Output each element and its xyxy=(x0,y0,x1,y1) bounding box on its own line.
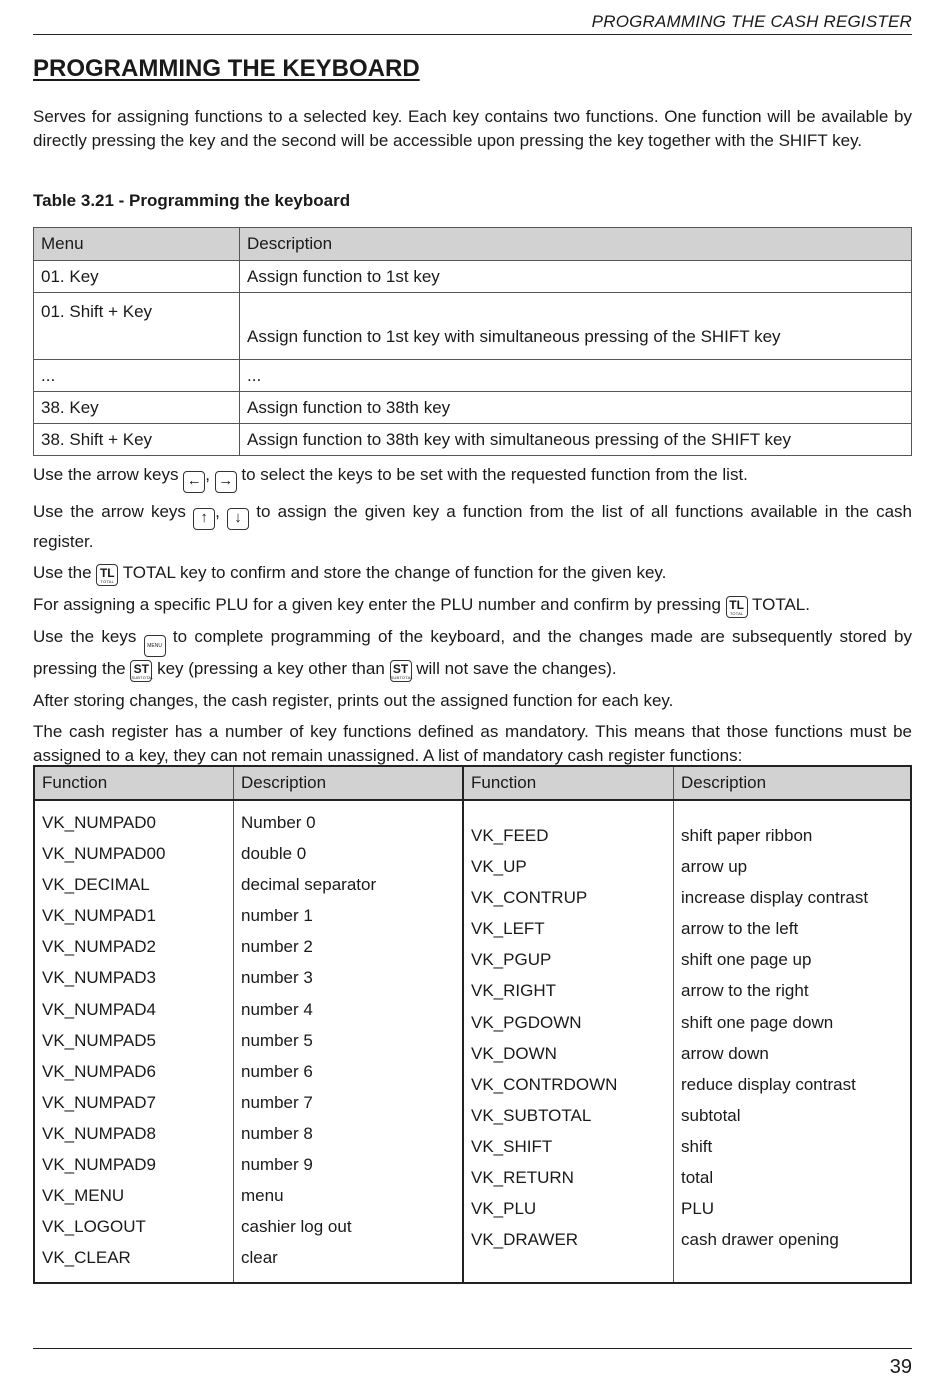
function-description: arrow down xyxy=(681,1043,769,1063)
description-cell: Assign function to 38th key xyxy=(240,392,912,424)
key-sublabel: SUBTOTAL xyxy=(131,675,154,680)
subtotal-key-icon xyxy=(390,660,412,682)
key-sublabel: TOTAL xyxy=(100,579,115,584)
function-name: VK_RETURN xyxy=(471,1168,574,1188)
instruction-confirm xyxy=(33,561,912,586)
function-description: shift paper ribbon xyxy=(681,826,813,845)
function-description: reduce display contrast xyxy=(681,1074,856,1094)
function-name: VK_NUMPAD3 xyxy=(42,968,156,988)
key-label: MENU xyxy=(147,643,162,649)
key-sublabel: TOTAL xyxy=(729,611,744,616)
table-row xyxy=(34,392,912,424)
page-number: 39 xyxy=(889,1356,912,1378)
function-name: VK_PGUP xyxy=(471,950,552,970)
function-name: VK_DOWN xyxy=(471,1043,557,1063)
instruction-text: Use the arrow keys xyxy=(33,465,184,484)
function-description: number 6 xyxy=(241,1061,313,1081)
up-arrow-key-icon: ↑ xyxy=(193,508,215,530)
instruction-assign-function xyxy=(33,500,912,554)
table-row xyxy=(34,261,912,293)
function-name: VK_CONTRUP xyxy=(471,888,588,908)
key-label: ST xyxy=(392,662,409,676)
function-description: double 0 xyxy=(241,844,307,864)
function-description: number 2 xyxy=(241,937,313,957)
function-name: VK_MENU xyxy=(42,1186,125,1206)
key-label: TL xyxy=(99,566,115,580)
table-caption: Table 3.21 - Programming the keyboard xyxy=(33,191,351,210)
column-header-function: Function xyxy=(34,766,234,800)
menu-key-icon xyxy=(144,635,166,657)
footer-rule xyxy=(33,1348,912,1349)
intro-paragraph: Serves for assigning functions to a selected key. Each key contains two functions. One function will be available by directly pressing the key and the second will be accessible upon pressing the key together with the SHIFT key. xyxy=(33,107,912,150)
function-name: VK_NUMPAD2 xyxy=(42,937,156,957)
function-description: number 8 xyxy=(241,1123,313,1143)
table-header-row xyxy=(34,228,912,261)
instruction-text: For assigning a specific PLU for a given key enter the PLU number and confirm by pressing xyxy=(33,595,726,614)
column-header-function: Function xyxy=(463,766,674,800)
right-description-column xyxy=(674,800,912,1283)
function-description: arrow to the right xyxy=(681,981,809,1001)
menu-cell: 38. Key xyxy=(34,392,240,424)
section-title: PROGRAMMING THE KEYBOARD xyxy=(33,55,420,82)
function-name: VK_NUMPAD4 xyxy=(42,999,156,1019)
description-cell: Assign function to 1st key with simultaneous pressing of the SHIFT key xyxy=(240,293,912,360)
instruction-text: key (pressing a key other than xyxy=(152,659,390,678)
total-key-icon xyxy=(96,564,118,586)
instruction-text: Use the xyxy=(33,563,97,582)
instruction-text: Use the arrow keys xyxy=(33,502,194,521)
function-description: menu xyxy=(241,1186,284,1206)
running-header: PROGRAMMING THE CASH REGISTER xyxy=(591,12,912,31)
function-name: VK_CLEAR xyxy=(42,1248,131,1268)
instruction-select-keys xyxy=(33,463,912,493)
instruction-print: After storing changes, the cash register, prints out the assigned function for each key. xyxy=(33,691,674,710)
function-name: VK_NUMPAD9 xyxy=(42,1155,156,1175)
function-name: VK_PLU xyxy=(471,1199,537,1219)
instruction-text: , xyxy=(205,465,215,484)
function-name: VK_RIGHT xyxy=(471,981,557,1001)
key-sublabel: SUBTOTAL xyxy=(390,675,413,680)
mandatory-functions-table xyxy=(33,765,912,1284)
function-description: number 4 xyxy=(241,999,313,1019)
instruction-text: to assign the given key a function from the list of all functions available in the cash register. xyxy=(33,502,912,551)
function-name: VK_SHIFT xyxy=(471,1136,553,1156)
instruction-text: TOTAL key to confirm and store the change of function for the given key. xyxy=(118,563,667,582)
function-name: VK_NUMPAD8 xyxy=(42,1123,156,1143)
function-description: cashier log out xyxy=(241,1217,352,1237)
left-function-column xyxy=(34,800,234,1283)
function-description: number 7 xyxy=(241,1092,313,1112)
description-cell: Assign function to 1st key xyxy=(240,261,912,293)
key-label: ST xyxy=(133,662,150,676)
header-rule xyxy=(33,34,912,35)
table-row xyxy=(34,360,912,392)
function-description: decimal separator xyxy=(241,875,377,895)
function-name: VK_PGDOWN xyxy=(471,1012,582,1032)
function-description: increase display contrast xyxy=(681,888,869,908)
menu-cell: ... xyxy=(34,360,240,392)
function-description: shift one page up xyxy=(681,950,812,970)
column-header-description: Description xyxy=(674,766,912,800)
function-name: VK_NUMPAD6 xyxy=(42,1061,156,1081)
column-header-menu: Menu xyxy=(34,228,240,261)
function-name: VK_LEFT xyxy=(471,919,545,939)
function-description: total xyxy=(681,1168,714,1188)
function-description: number 3 xyxy=(241,968,313,988)
right-arrow-key-icon: → xyxy=(215,471,237,493)
function-name: VK_NUMPAD1 xyxy=(42,906,156,926)
left-description-column xyxy=(234,800,464,1283)
keyboard-programming-table xyxy=(33,227,912,456)
subtotal-key-icon xyxy=(130,660,152,682)
function-description: number 9 xyxy=(241,1155,313,1175)
instruction-text: to select the keys to be set with the requested function from the list. xyxy=(236,465,748,484)
key-label: TL xyxy=(729,598,744,612)
instruction-complete xyxy=(33,625,912,682)
menu-cell: 38. Shift + Key xyxy=(34,424,240,456)
function-name: VK_UP xyxy=(471,857,527,877)
instruction-text: Use the keys xyxy=(33,627,144,646)
function-name: VK_DECIMAL xyxy=(42,875,150,895)
instruction-text: will not save the changes). xyxy=(411,659,617,678)
function-description: shift one page down xyxy=(681,1012,834,1032)
instruction-text: TOTAL. xyxy=(747,595,810,614)
instruction-text: , xyxy=(215,502,228,521)
function-name: VK_NUMPAD00 xyxy=(42,844,166,864)
function-name: VK_NUMPAD7 xyxy=(42,1092,156,1112)
menu-cell: 01. Shift + Key xyxy=(34,293,240,360)
description-cell: ... xyxy=(240,360,912,392)
function-name: VK_CONTRDOWN xyxy=(471,1074,618,1094)
function-description: number 5 xyxy=(241,1030,313,1050)
function-description: Number 0 xyxy=(241,813,316,832)
column-header-description: Description xyxy=(234,766,464,800)
instructions xyxy=(33,463,912,775)
table-row xyxy=(34,424,912,456)
down-arrow-key-icon: ↓ xyxy=(227,508,249,530)
left-arrow-key-icon: ← xyxy=(183,471,205,493)
menu-cell: 01. Key xyxy=(34,261,240,293)
function-description: subtotal xyxy=(681,1105,741,1125)
function-description: number 1 xyxy=(241,906,313,926)
function-name: VK_DRAWER xyxy=(471,1230,579,1250)
table-row xyxy=(34,293,912,360)
function-description: shift xyxy=(681,1136,713,1156)
function-name: VK_SUBTOTAL xyxy=(471,1105,592,1125)
column-header-description: Description xyxy=(240,228,912,261)
table-body-row xyxy=(34,800,911,1283)
right-function-column xyxy=(463,800,674,1283)
function-description: arrow up xyxy=(681,857,748,877)
function-name: VK_FEED xyxy=(471,826,549,845)
function-description: arrow to the left xyxy=(681,919,799,939)
instruction-mandatory: The cash register has a number of key functions defined as mandatory. This means that those functions must be assigned to a key, they can not remain unassigned. A list of mandatory cash register functions: xyxy=(33,722,912,765)
function-name: VK_NUMPAD0 xyxy=(42,813,156,832)
function-name: VK_NUMPAD5 xyxy=(42,1030,156,1050)
total-key-icon xyxy=(726,596,748,618)
instruction-plu xyxy=(33,593,912,618)
function-description: cash drawer opening xyxy=(681,1230,839,1250)
description-cell: Assign function to 38th key with simultaneous pressing of the SHIFT key xyxy=(240,424,912,456)
table-header-row xyxy=(34,766,911,800)
function-name: VK_LOGOUT xyxy=(42,1217,146,1237)
function-description: clear xyxy=(241,1248,278,1268)
instruction-text: to complete programming of the keyboard, and the changes made are subsequently stored by pressing the xyxy=(33,627,912,678)
function-description: PLU xyxy=(681,1199,715,1219)
